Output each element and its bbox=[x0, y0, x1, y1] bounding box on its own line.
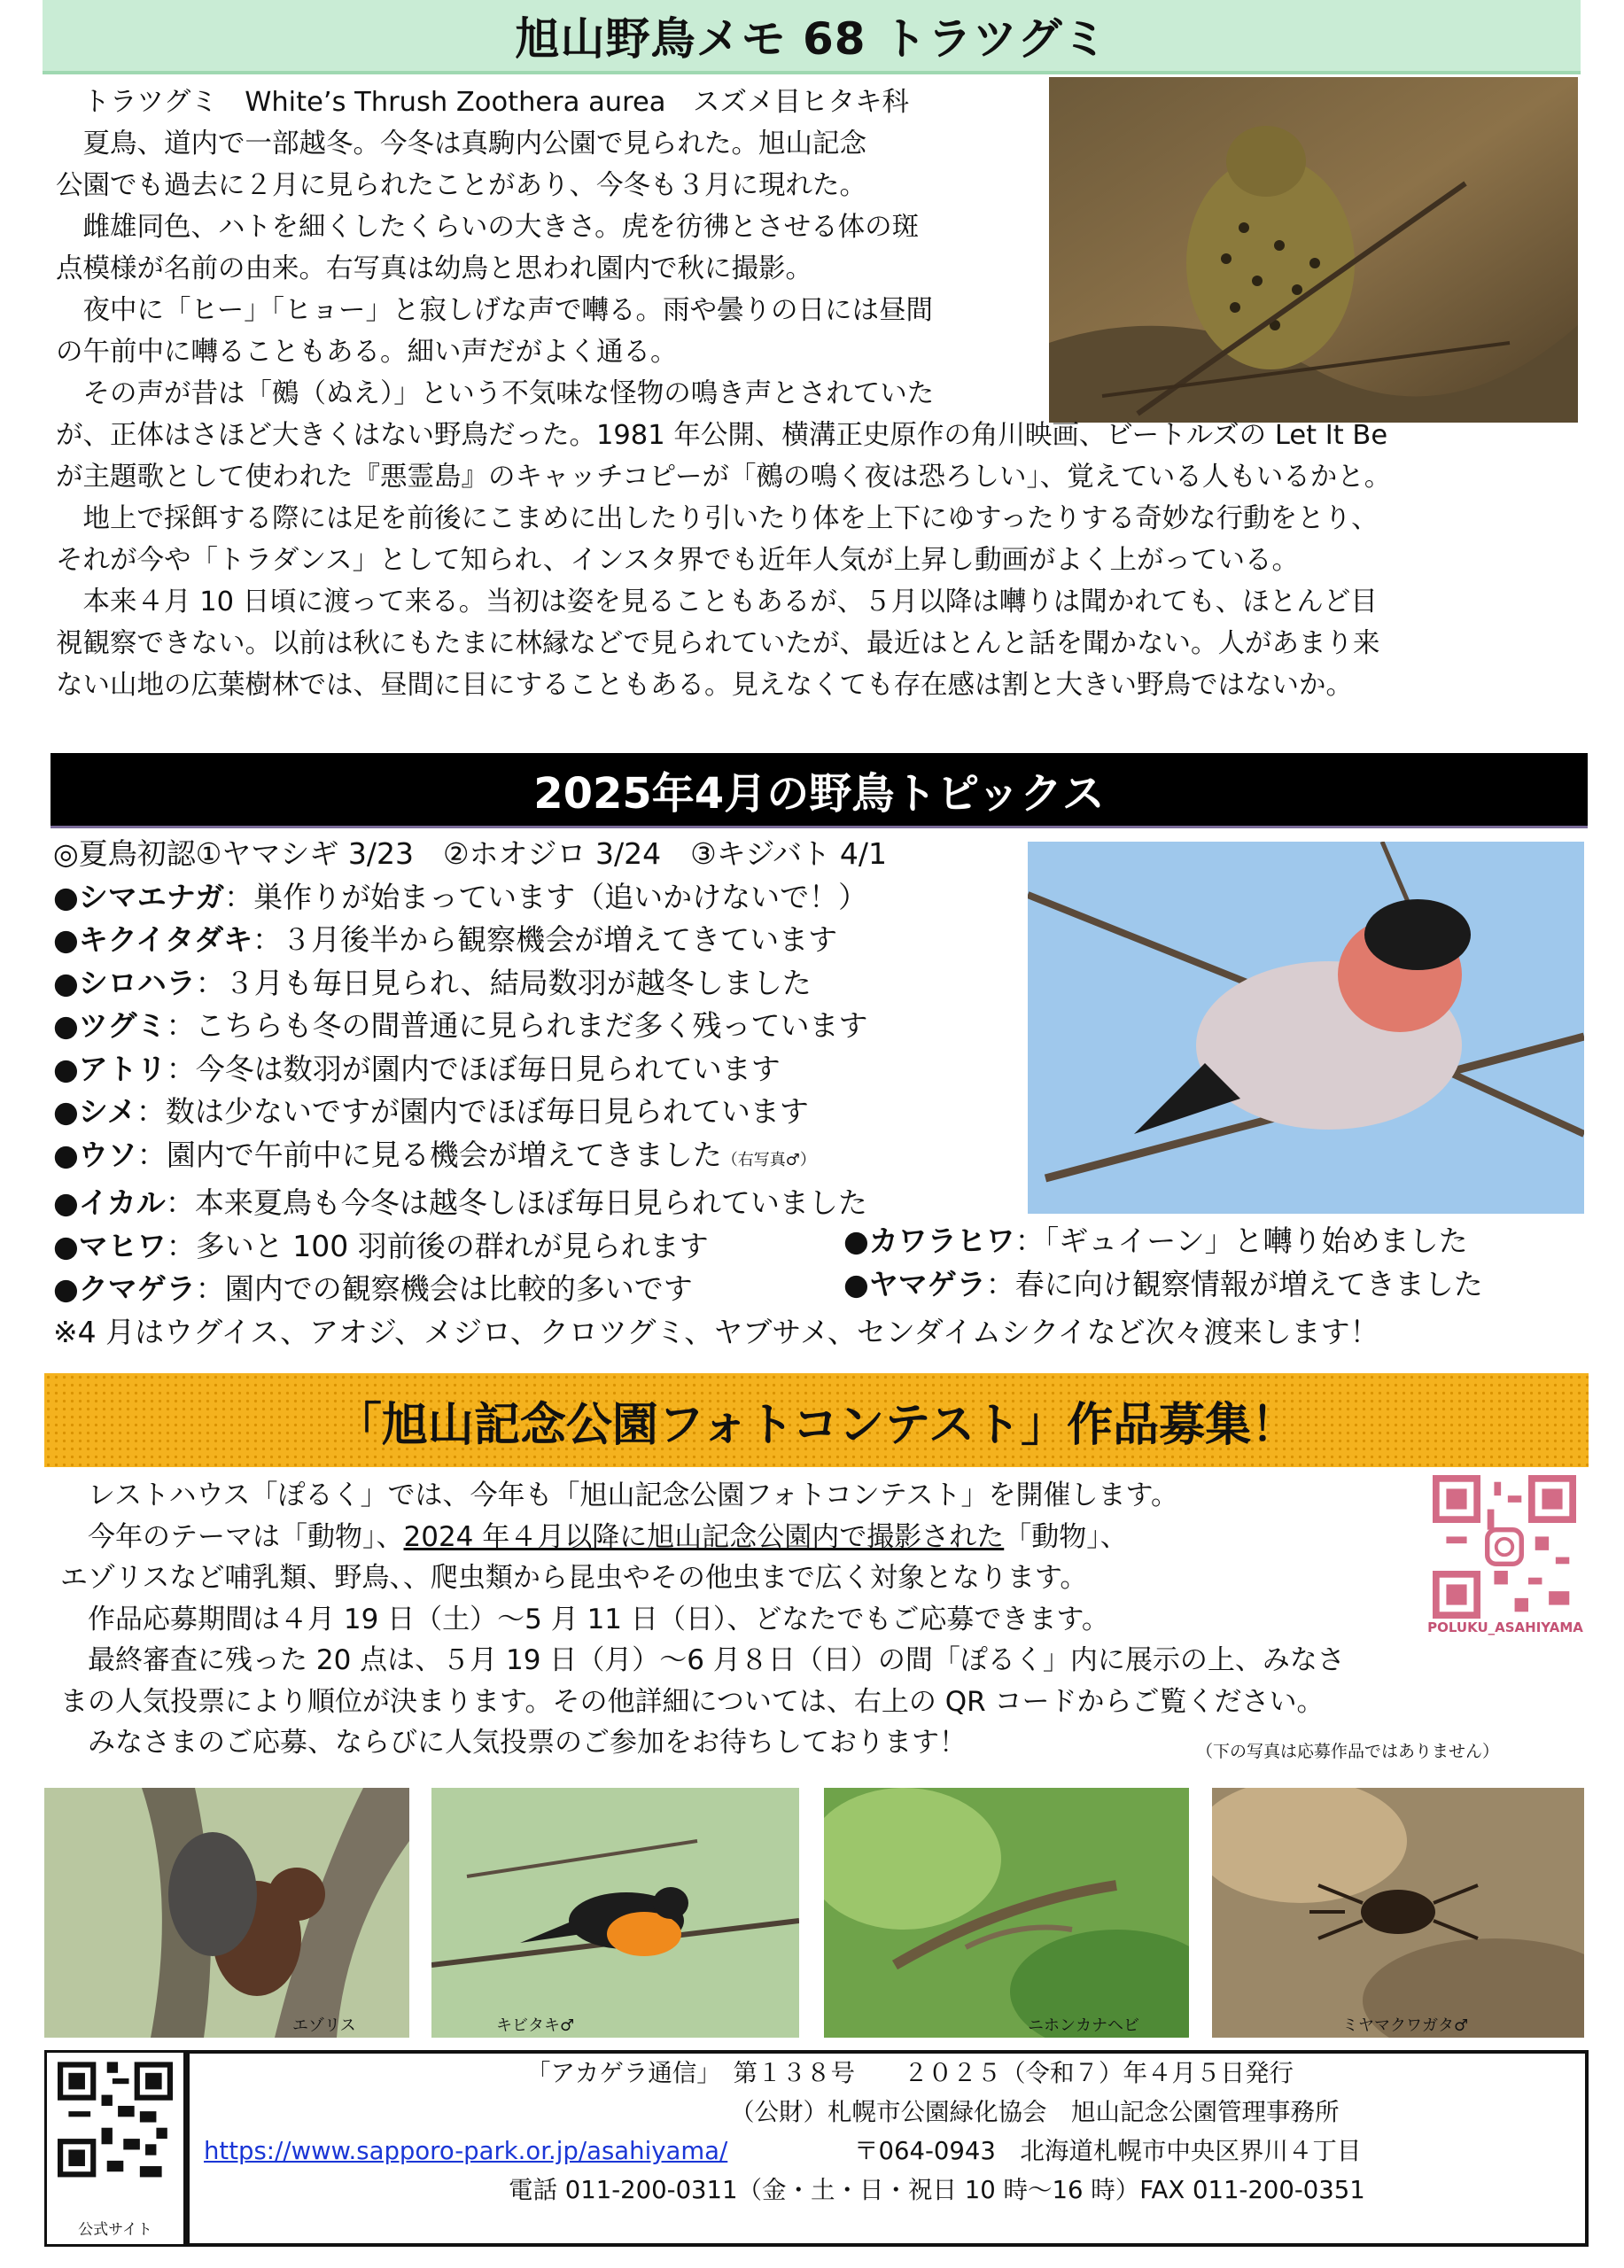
topic-item: ●ツグミ：こちらも冬の間普通に見られまだ多く残っています bbox=[53, 1008, 868, 1043]
issue-line: 「アカゲラ通信」 第１３８号 ２０２５（令和７）年４月５日発行 bbox=[526, 2059, 1294, 2087]
squirrel-photo bbox=[44, 1788, 409, 2038]
topic-item: ●キクイタダキ：３月後半から観察機会が増えてきています bbox=[53, 922, 838, 957]
memo-title: 旭山野鳥メモ 68 トラツグミ bbox=[43, 0, 1581, 74]
topic-item: ●クマゲラ：園内での観察機会は比較的多いです bbox=[53, 1271, 693, 1306]
footer-box bbox=[186, 2050, 1589, 2247]
stag-beetle-photo bbox=[1212, 1788, 1584, 2038]
website-link[interactable]: https://www.sapporo-park.or.jp/asahiyama/ bbox=[204, 2137, 728, 2165]
contest-line: まの人気投票により順位が決まります。その他詳細については、右上の QR コードからご覧ください。 bbox=[60, 1685, 1325, 1718]
memo-line: 夏鳥、道内で一部越冬。今冬は真駒内公園で見られた。旭山記念 bbox=[56, 128, 866, 159]
caption-lizard: ニホンカナヘビ bbox=[1028, 2016, 1139, 2035]
contest-title: 「旭山記念公園フォトコンテスト」作品募集！ bbox=[44, 1373, 1589, 1467]
contest-line: レストハウス「ぽるく」では、今年も「旭山記念公園フォトコンテスト」を開催します。 bbox=[60, 1480, 1179, 1511]
memo-line: 公園でも過去に２月に見られたことがあり、今冬も３月に現れた。 bbox=[56, 170, 866, 201]
memo-line: 地上で採餌する際には足を前後にこまめに出したり引いたり体を上下にゆすったりする奇妙な行動をとり、 bbox=[56, 503, 1379, 534]
official-site-label: 公式サイト bbox=[78, 2221, 152, 2239]
caption-beetle: ミヤマクワガタ♂ bbox=[1342, 2016, 1469, 2035]
phone-line: 電話 011-200-0311（金・土・日・祝日 10 時～16 時）FAX 011-200-0351 bbox=[509, 2176, 1365, 2204]
lizard-photo bbox=[824, 1788, 1189, 2038]
topic-item: ●シメ：数は少ないですが園内でほぼ毎日見られています bbox=[53, 1094, 809, 1129]
contest-line: エゾリスなど哺乳類、野鳥、、爬虫類から昆虫やその他虫まで広く対象となります。 bbox=[60, 1562, 1088, 1594]
topic-item: ●マヒワ：多いと 100 羽前後の群れが見られます bbox=[53, 1228, 709, 1263]
memo-line: が、正体はさほど大きくはない野鳥だった。1981 年公開、横溝正史原作の角川映画、ビートルズの Let It Be bbox=[56, 420, 1388, 451]
memo-line: 点模様が名前の由来。右写真は幼鳥と思われ園内で秋に撮影。 bbox=[56, 253, 812, 284]
address-line: 〒064-0943 北海道札幌市中央区界川４丁目 bbox=[854, 2137, 1362, 2165]
memo-body bbox=[56, 82, 1391, 706]
contest-line: みなさまのご応募、ならびに人気投票のご参加をお待ちしております！ bbox=[60, 1727, 967, 1759]
memo-line: その声が昔は「鵺（ぬえ）」という不気味な怪物の鳴き声とされていた bbox=[56, 378, 935, 409]
memo-line: 雌雄同色、ハトを細くしたくらいの大きさ。虎を彷彿とさせる体の斑 bbox=[56, 212, 920, 243]
footer-qr-box bbox=[44, 2050, 186, 2247]
topic-item: ●シマエナガ：巣作りが始まっています（追いかけないで！） bbox=[53, 879, 868, 914]
topic-item: ●ウソ：園内で午前中に見る機会が増えてきました（右写真♂） bbox=[53, 1137, 816, 1172]
topic-item: ●アトリ：今冬は数羽が園内でほぼ毎日見られています bbox=[53, 1051, 781, 1086]
photo-note: （右写真♂） bbox=[721, 1150, 816, 1169]
topic-item: ●ヤマゲラ：春に向け観察情報が増えてきました bbox=[843, 1266, 1483, 1301]
qr-label: POLUKU_ASAHIYAMA bbox=[1427, 1619, 1583, 1635]
topic-item: ●カワラヒワ：「ギュイーン」と囀り始めました bbox=[843, 1223, 1468, 1258]
org-line: （公財）札幌市公園緑化協会 旭山記念公園管理事務所 bbox=[730, 2098, 1340, 2126]
topics-title: 2025年4月の野鳥トピックス bbox=[51, 753, 1588, 828]
contest-line: 今年のテーマは「動物」、2024 年４月以降に旭山記念公園内で撮影された「動物」、 bbox=[60, 1520, 1128, 1553]
memo-line: 夜中に「ヒー」「ヒョー」と寂しげな声で囀る。雨や曇りの日には昼間 bbox=[56, 295, 934, 326]
memo-line: ない山地の広葉樹林では、昼間に目にすることもある。見えなくても存在感は割と大きい野鳥ではないか。 bbox=[56, 670, 1353, 701]
caption-squirrel: エゾリス bbox=[292, 2016, 356, 2035]
memo-line: 本来４月 10 日頃に渡って来る。当初は姿を見ることもあるが、５月以降は囀りは聞かれても、ほとんど目 bbox=[56, 586, 1378, 617]
topic-item: ●シロハラ：３月も毎日見られ、結局数羽が越冬しました bbox=[53, 965, 812, 1000]
contest-qr[interactable] bbox=[1433, 1475, 1576, 1619]
memo-line: が主題歌として使われた『悪霊島』のキャッチコピーが「鵺の鳴く夜は恐ろしい」、覚えている人もいるかと。 bbox=[56, 462, 1392, 493]
caption-flycatcher: キビタキ♂ bbox=[496, 2016, 575, 2035]
contest-body bbox=[60, 1475, 1345, 1764]
memo-line: トラツグミ White’s Thrush Zoothera aurea スズメ目ヒタキ科 bbox=[56, 87, 909, 118]
topics-footnote: ※4 月はウグイス、アオジ、メジロ、クロツグミ、ヤブサメ、センダイムシクイなど次々渡来します！ bbox=[53, 1314, 1379, 1349]
first-sightings: ◎夏鳥初認①ヤマシギ 3/23 ②ホオジロ 3/24 ③キジバト 4/1 bbox=[53, 836, 888, 871]
memo-line: 視観察できない。以前は秋にもたまに林縁などで見られていたが、最近はとんと話を聞かない。人があまり来 bbox=[56, 628, 1380, 659]
narcissus-flycatcher-photo bbox=[431, 1788, 799, 2038]
contest-line: 作品応募期間は４月 19 日（土）～5 月 11 日（日）、どなたでもご応募できます。 bbox=[60, 1603, 1109, 1635]
topics-right bbox=[843, 1220, 1483, 1306]
photo-disclaimer: （下の写真は応募作品ではありません） bbox=[1196, 1742, 1500, 1761]
memo-line: の午前中に囀ることもある。細い声だがよく通る。 bbox=[56, 337, 678, 368]
topic-item: ●イカル：本来夏鳥も今冬は越冬しほぼ毎日見られていました bbox=[53, 1185, 867, 1220]
contest-line: 最終審査に残った 20 点は、５月 19 日（月）～6 月８日（日）の間「ぽるく」内に展示の上、みなさ bbox=[60, 1644, 1345, 1676]
official-site-qr[interactable] bbox=[58, 2062, 173, 2210]
memo-line: それが今や「トラダンス」として知られ、インスタ界でも近年人気が上昇し動画がよく上がっている。 bbox=[56, 545, 1299, 576]
